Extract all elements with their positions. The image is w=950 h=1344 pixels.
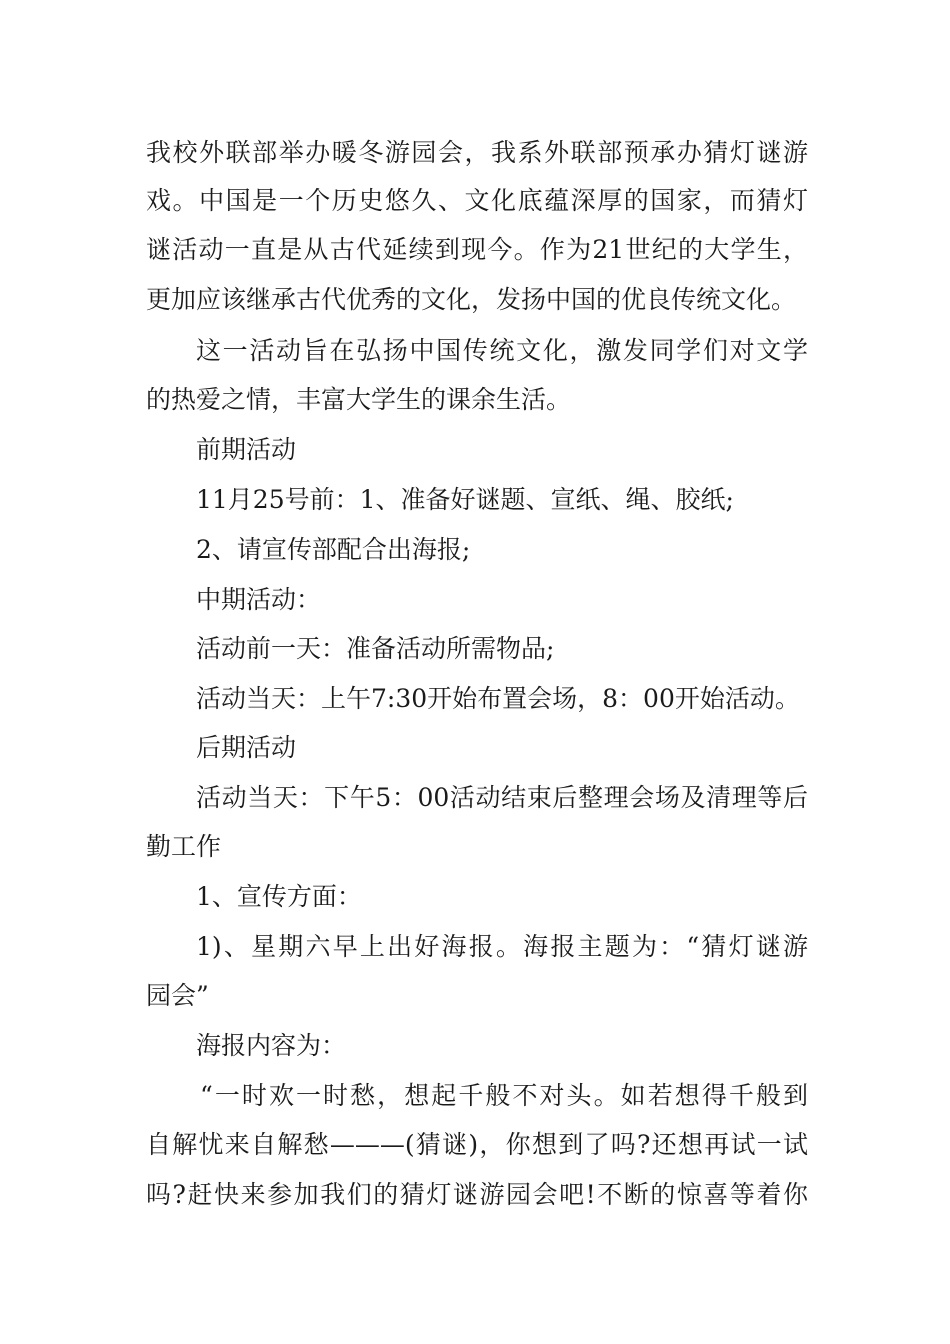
early-activities-heading: 前期活动 xyxy=(196,435,297,464)
poster-content-heading: 海报内容为： xyxy=(196,1031,347,1060)
late-activities-item-line-2: 勤工作 xyxy=(146,832,222,861)
early-activities-item-1: 11月25号前：1、准备好谜题、宣纸、绳、胶纸; xyxy=(196,485,734,514)
mid-activities-item-2: 活动当天：上午7:30开始布置会场，8：00开始活动。 xyxy=(196,684,800,713)
paragraph-intro-line-2: 戏。中国是一个历史悠久、文化底蕴深厚的国家，而猜灯 xyxy=(146,186,808,215)
paragraph-purpose-line-1: 这一活动旨在弘扬中国传统文化，激发同学们对文学 xyxy=(196,336,808,365)
late-activities-heading: 后期活动 xyxy=(196,733,297,762)
early-activities-item-2: 2、请宣传部配合出海报; xyxy=(196,535,471,564)
paragraph-intro-line-4: 更加应该继承古代优秀的文化，发扬中国的优良传统文化。 xyxy=(146,285,797,314)
mid-activities-item-1: 活动前一天：准备活动所需物品; xyxy=(196,634,555,663)
late-activities-item-line-1: 活动当天：下午5：00活动结束后整理会场及清理等后 xyxy=(196,783,808,812)
paragraph-intro-line-1: 我校外联部举办暖冬游园会，我系外联部预承办猜灯谜游 xyxy=(146,138,808,167)
poster-content-line-1: “一时欢一时愁，想起千般不对头。如若想得千般到 xyxy=(200,1081,808,1110)
poster-content-line-3: 吗?赶快来参加我们的猜灯谜游园会吧!不断的惊喜等着你 xyxy=(146,1180,808,1209)
mid-activities-heading: 中期活动： xyxy=(196,585,322,614)
publicity-heading: 1、宣传方面： xyxy=(196,882,362,911)
poster-content-line-2: 自解忧来自解愁———(猜谜)，你想到了吗?还想再试一试 xyxy=(146,1130,808,1159)
publicity-item-line-2: 园会” xyxy=(146,981,209,1010)
paragraph-purpose-line-2: 的热爱之情，丰富大学生的课余生活。 xyxy=(146,385,572,414)
publicity-item-line-1: 1)、星期六早上出好海报。海报主题为：“猜灯谜游 xyxy=(196,932,808,961)
paragraph-intro-line-3: 谜活动一直是从古代延续到现今。作为21世纪的大学生， xyxy=(146,235,808,264)
